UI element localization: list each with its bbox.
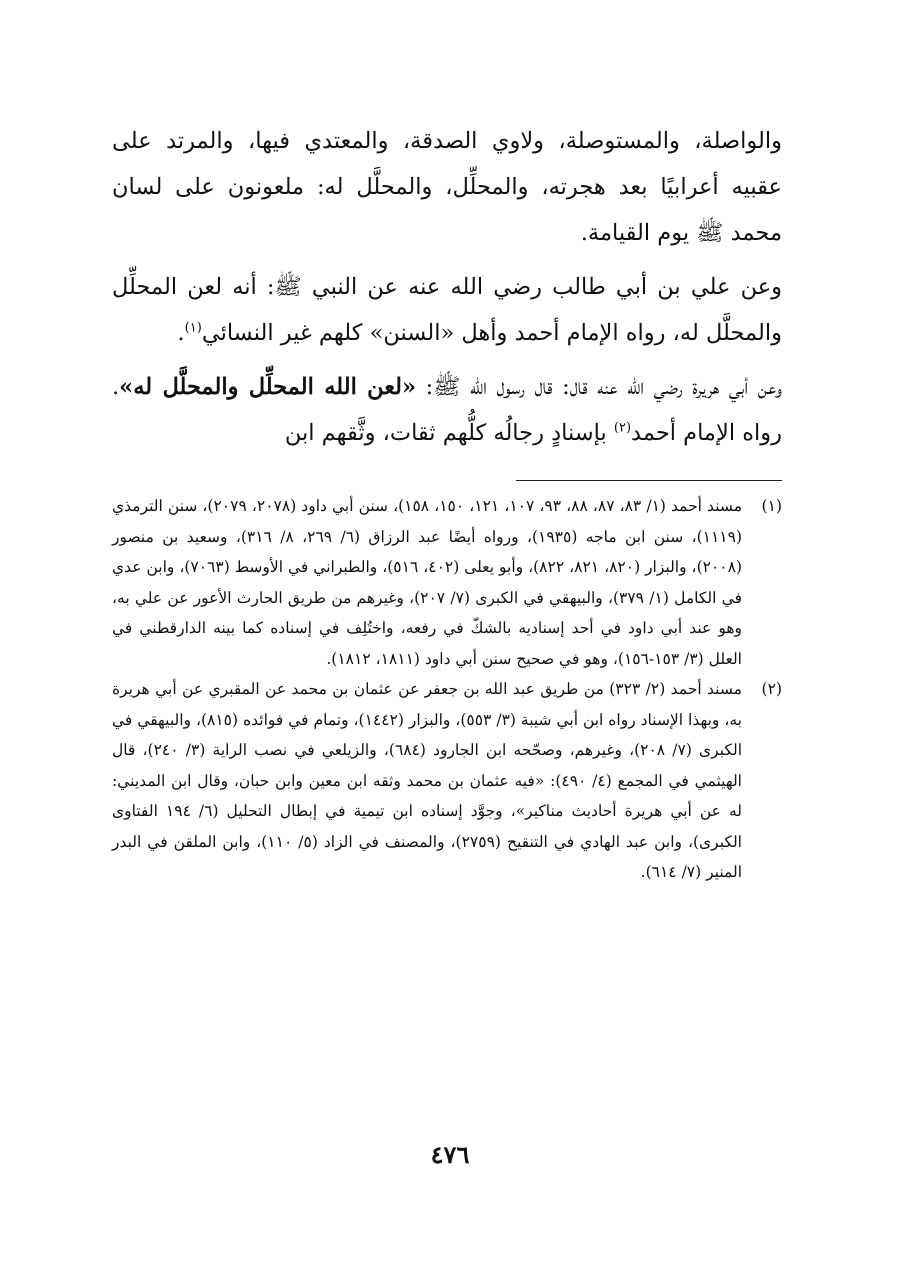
paragraph-3-intro: وعن أبي هريرة رضي الله عنه قال: قال رسول الله ﷺ: (416, 374, 782, 400)
body-paragraph-1 (112, 118, 782, 256)
paragraph-3-hadith: «لعن الله المحلِّل والمحلَّل له» (119, 374, 417, 400)
footnote-text: مسند أحمد (١/ ٨٣، ٨٧، ٨٨، ٩٣، ١٠٧، ١٢١، ١٥٠، ١٥٨)، سنن أبي داود (٢٠٧٨، ٢٠٧٩)، سنن الترمذي (١١١٩)، سنن ابن ماجه (١٩٣٥)، ورواه أيضًا عبد الرزاق (٦/ ٢٦٩، ٨/ ٣١٦)، وسعيد بن منصور (٢٠٠٨)، والبزار (٨٢٠، ٨٢١، ٨٢٢)، وأبو يعلى (٤٠٢، ٥١٦)، والطبراني في الأوسط (٧٠٦٣)، وابن عدي في الكامل (١/ ٣٧٩)، والبيهقي في الكبرى (٧/ ٢٠٧)، وغيرهم من طريق الحارث الأعور عن علي به، وهو عند أبي داود في أحد إسناديه بالشكّ في رفعه، واختُلِف في إسناده كما بينه الدارقطني في العلل (٣/ ١٥٣-١٥٦)، وهو في صحيح سنن أبي داود (١٨١١، ١٨١٢). (112, 497, 743, 668)
page-content (112, 118, 782, 888)
footnote-number: (٢) (761, 680, 782, 698)
body-paragraph-3 (112, 364, 782, 456)
footnote-ref-2[interactable]: (٢) (613, 420, 632, 436)
footnote-1 (112, 491, 782, 674)
paragraph-2-end: . (177, 320, 185, 346)
footnote-text: مسند أحمد (٢/ ٣٢٣) من طريق عبد الله بن جعفر عن عثمان بن محمد عن المقبري عن أبي هريرة به، وبهذا الإسناد رواه ابن أبي شيبة (٣/ ٥٥٣)، والبزار (١٤٤٢)، وتمام في فوائده (٨١٥)، والبيهقي في الكبرى (٧/ ٢٠٨)، وغيرهم، وصحّحه ابن الجارود (٦٨٤)، والزيلعي في نصب الراية (٣/ ٢٤٠)، قال الهيثمي في المجمع (٤/ ٤٩٠): «فيه عثمان بن محمد وثقه ابن معين وابن حبان، وقال ابن المديني: له عن أبي هريرة أحاديث مناكير»، وجوَّد إسناده ابن تيمية في إبطال التحليل (٦/ ١٩٤ الفتاوى الكبرى)، وابن عبد الهادي في التنقيح (٢٧٥٩)، والمصنف في الزاد (٥/ ١١٠)، وابن الملقن في البدر المنير (٧/ ٦١٤). (112, 680, 742, 881)
footnote-divider (516, 480, 782, 481)
footnote-2 (112, 674, 782, 888)
paragraph-2-text: وعن علي بن أبي طالب رضي الله عنه عن النبي ﷺ: أنه لعن المحلِّل والمحلَّل له، رواه الإمام أحمد وأهل «السنن» كلهم غير النسائي (112, 274, 782, 346)
body-paragraph-2 (112, 264, 782, 356)
paragraph-3-end: بإسنادٍ رجالُه كلُّهم ثقات، وثَّقهم ابن (284, 420, 614, 446)
footnote-ref-1[interactable]: (١) (184, 320, 202, 336)
footnote-number: (١) (761, 497, 782, 515)
page-number: ٤٧٦ (430, 1140, 470, 1169)
paragraph-3-mid: . رواه الإمام أحمد (112, 374, 782, 446)
footnotes-section (112, 491, 782, 888)
paragraph-1-text: والواصلة، والمستوصلة، ولاوي الصدقة، والمعتدي فيها، والمرتد على عقبيه أعرابيًا بعد هجرته، والمحلِّل، والمحلَّل له: ملعونون على لسان محمد ﷺ يوم القيامة. (112, 128, 782, 246)
